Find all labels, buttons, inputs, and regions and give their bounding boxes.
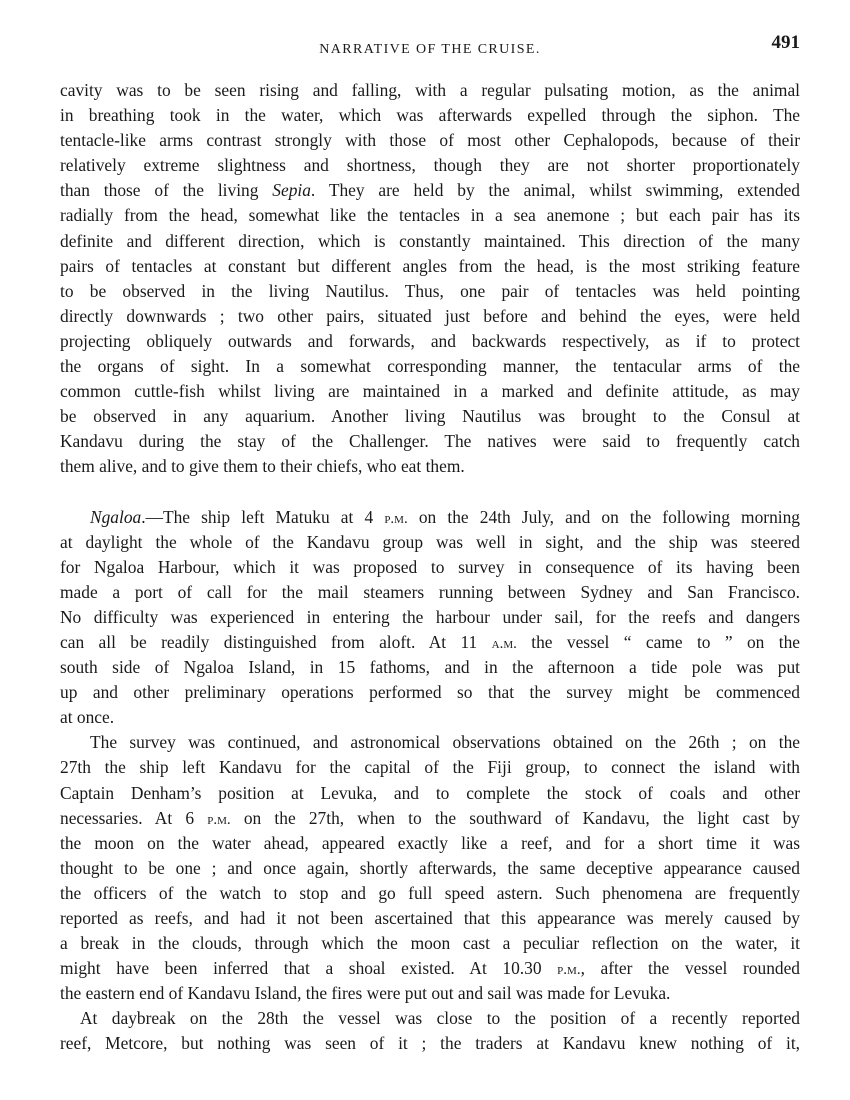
paragraph-ngaloa xyxy=(60,505,800,731)
text-line: 27th the ship left Kandavu for the capital of the Fiji group, to connect the island with xyxy=(60,757,800,778)
running-head: NARRATIVE OF THE CRUISE. xyxy=(319,42,541,57)
text-run: might have been inferred that a shoal existed. At 10.30 xyxy=(60,958,558,979)
text-line: at daylight the whole of the Kandavu group was well in sight, and the ship was steered xyxy=(60,531,800,552)
section-heading-ngaloa: Ngaloa xyxy=(90,506,142,527)
text-line: The survey was continued, and astronomical observations obtained on the 26th ; on the xyxy=(90,732,800,753)
text-line: cavity was to be seen rising and falling, with a regular pulsating motion, as the animal xyxy=(60,80,800,100)
text-line: directly downwards ; two other pairs, situated just before and behind the eyes, were held xyxy=(60,305,800,326)
text-line: south side of Ngaloa Island, in 15 fathoms, and in the afternoon a tide pole was put xyxy=(60,657,800,678)
text-line: made a port of call for the mail steamers running between Sydney and San Francisco. xyxy=(60,581,800,602)
text-line: reported as reefs, and had it not been ascertained that this appearance was merely caused by xyxy=(60,908,800,928)
text-line: relatively extreme slightness and shortness, though they are not shorter proportionately xyxy=(60,155,800,176)
page-number: 491 xyxy=(771,32,800,53)
text-line: the moon on the water ahead, appeared exactly like a reef, and for a short time it was xyxy=(60,832,800,853)
text-run: .—The ship left Matuku at 4 xyxy=(141,506,385,527)
text-line: tentacle-like arms contrast strongly with those of most other Cephalopods, because of their xyxy=(60,130,800,151)
text-line: common cuttle-fish whilst living are maintained in a marked and definite attitude, as may xyxy=(60,381,800,402)
time-abbrev: a.m. xyxy=(491,635,517,652)
text-line xyxy=(60,505,800,530)
italic-term-sepia: Sepia xyxy=(272,180,311,201)
text-line xyxy=(60,178,800,203)
text-line: Captain Denham’s position at Levuka, and to complete the stock of coals and other xyxy=(60,782,800,803)
text-line: up and other preliminary operations performed so that the survey might be commenced xyxy=(60,682,800,703)
text-run: on the 27th, when to the southward of Kandavu, the light cast by xyxy=(230,807,801,828)
text-line: radially from the head, somewhat like the tentacles in a sea anemone ; but each pair has its xyxy=(60,205,800,226)
paragraph-gap xyxy=(60,480,800,505)
text-line: pairs of tentacles at constant but different angles from the head, is the most striking feature xyxy=(60,255,800,276)
text-line: at once. xyxy=(60,707,115,728)
text-run: on the 24th July, and on the following morning xyxy=(407,506,800,527)
text-line: definite and different direction, which is constantly maintained. This direction of the many xyxy=(60,230,800,251)
text-line: in breathing took in the water, which was afterwards expelled through the siphon. The xyxy=(60,105,800,126)
text-run: , after the vessel rounded xyxy=(580,958,800,979)
text-line: thought to be one ; and once again, shortly afterwards, the same deceptive appearance caused xyxy=(60,857,800,878)
paragraph-daybreak xyxy=(60,1006,800,1056)
text-run: necessaries. At 6 xyxy=(60,807,208,828)
text-line: reef, Metcore, but nothing was seen of it ; the traders at Kandavu knew nothing of it, xyxy=(60,1033,800,1054)
text-line: Kandavu during the stay of the Challenger. The natives were said to frequently catch xyxy=(60,431,800,452)
text-line: the eastern end of Kandavu Island, the fires were put out and sail was made for Levuka. xyxy=(60,983,671,1004)
text-line: to be observed in the living Nautilus. Thus, one pair of tentacles was held pointing xyxy=(60,280,800,301)
text-line: No difficulty was experienced in entering the harbour under sail, for the reefs and dangers xyxy=(60,606,800,627)
text-line: a break in the clouds, through which the moon cast a peculiar reflection on the water, it xyxy=(60,933,800,954)
page-header xyxy=(60,30,800,60)
text-run: than those of the living xyxy=(60,180,273,201)
text-line xyxy=(60,630,800,655)
text-line: At daybreak on the 28th the vessel was close to the position of a recently reported xyxy=(80,1008,800,1029)
text-line xyxy=(60,806,800,831)
text-line: projecting obliquely outwards and forwards, and backwards respectively, as if to protect xyxy=(60,330,800,351)
text-run: can all be readily distinguished from aloft. At 11 xyxy=(60,631,492,652)
text-run: the vessel “ came to ” on the xyxy=(516,631,800,652)
time-abbrev: p.m. xyxy=(557,962,581,979)
body-text xyxy=(60,78,800,1057)
text-line: the organs of sight. In a somewhat corresponding manner, the tentacular arms of the xyxy=(60,356,800,377)
text-line: them alive, and to give them to their chiefs, who eat them. xyxy=(60,456,465,477)
text-line: the officers of the watch to stop and go full speed astern. Such phenomena are frequently xyxy=(60,882,800,903)
text-line xyxy=(60,956,800,981)
paragraph-survey xyxy=(60,730,800,1006)
text-line: for Ngaloa Harbour, which it was proposed to survey in consequence of its having been xyxy=(60,556,800,577)
text-run: . They are held by the animal, whilst swimming, extended xyxy=(310,180,800,201)
text-line: be observed in any aquarium. Another living Nautilus was brought to the Consul at xyxy=(60,406,800,427)
time-abbrev: p.m. xyxy=(207,811,231,828)
time-abbrev: p.m. xyxy=(384,510,408,527)
paragraph-nautilus xyxy=(60,78,800,480)
